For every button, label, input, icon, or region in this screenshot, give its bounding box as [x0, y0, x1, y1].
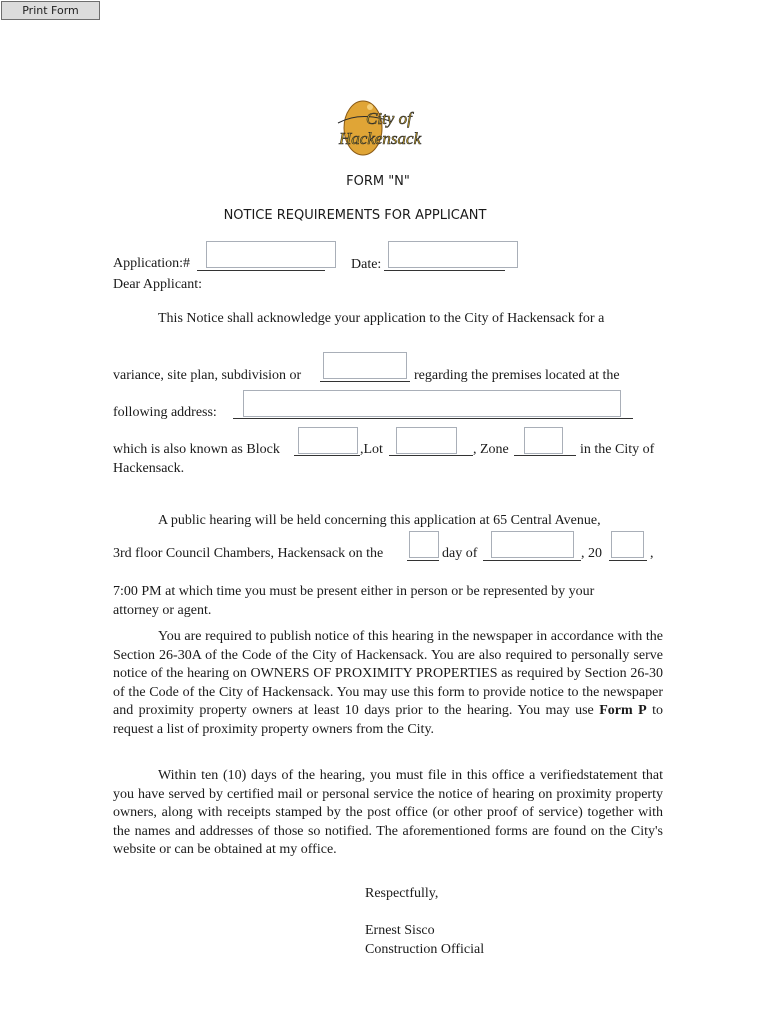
form-subtitle: NOTICE REQUIREMENTS FOR APPLICANT — [223, 208, 487, 223]
day-underline — [407, 560, 439, 561]
date-underline — [384, 270, 505, 271]
form-title: FORM "N" — [346, 174, 410, 189]
block-label: which is also known as Block — [113, 442, 280, 457]
lot-field[interactable] — [396, 427, 457, 454]
closing: Respectfully, — [365, 886, 439, 901]
application-underline — [197, 270, 325, 271]
premises-text: regarding the premises located at the — [414, 368, 620, 383]
zone-label: , Zone — [473, 442, 509, 457]
block-underline — [294, 455, 360, 456]
date-label: Date: — [351, 257, 382, 272]
zone-underline — [514, 455, 576, 456]
publish-notice-text: You are required to publish notice of this hearing in the newspaper in accordance with the Section 26-30A of the Code of the City of Hackensack. You are also required to personally serve notice of the hearing on OWNERS OF PROXIMITY PROPERTIES as required by Section 26-30 of the Code of the City of Hackensack. You may use this form to provide notice to the newspaper and proximity property owners at least 10 days prior to the hearing. You may use — [113, 629, 663, 719]
lot-label: ,Lot — [360, 442, 383, 457]
address-underline — [233, 418, 633, 419]
zone-field[interactable] — [524, 427, 563, 454]
variance-text: variance, site plan, subdivision or — [113, 368, 302, 383]
year-underline — [609, 560, 647, 561]
publish-notice-text-end: to request a list of proximity property owners from the City. — [113, 703, 664, 737]
logo-line-2: Hackensack — [339, 129, 422, 148]
city-suffix: in the City of — [580, 442, 655, 457]
city-name: Hackensack. — [113, 461, 185, 476]
time-line: 7:00 PM at which time you must be present either in person or be represented by your — [113, 584, 595, 599]
address-field[interactable] — [243, 390, 621, 417]
greeting: Dear Applicant: — [113, 277, 203, 292]
year-prefix: , 20 — [581, 546, 602, 561]
filing-paragraph — [113, 767, 663, 860]
hearing-year-field[interactable] — [611, 531, 644, 558]
hearing-location: 3rd floor Council Chambers, Hackensack on the — [113, 546, 384, 561]
intro-text: This Notice shall acknowledge your application to the City of Hackensack for a — [158, 311, 605, 326]
hearing-day-field[interactable] — [409, 531, 439, 558]
month-underline — [483, 560, 581, 561]
variance-underline — [320, 381, 410, 382]
filing-text: Within ten (10) days of the hearing, you must file in this office a verifiedstatement that you have served by certified mail or personal service the notice of hearing on proximity property owners, along with receipts stamped by the post office (or other proof of service) together with the names and addresses of those so notified. The aforementioned forms are found on the City's website or can be obtained at my office. — [113, 768, 663, 858]
application-number-field[interactable] — [206, 241, 336, 268]
signer-title: Construction Official — [365, 942, 485, 957]
publish-notice-paragraph — [113, 628, 663, 740]
address-label: following address: — [113, 405, 217, 420]
block-field[interactable] — [298, 427, 358, 454]
hearing-intro: A public hearing will be held concerning this application at 65 Central Avenue, — [158, 513, 601, 528]
attorney-line: attorney or agent. — [113, 603, 212, 618]
print-form-button[interactable]: Print Form — [1, 1, 100, 20]
day-of-label: day of — [442, 546, 478, 561]
hearing-month-field[interactable] — [491, 531, 574, 558]
form-p-reference: Form P — [599, 703, 647, 719]
logo-line-1: City of — [366, 109, 412, 128]
year-suffix: , — [650, 546, 654, 561]
application-type-field[interactable] — [323, 352, 407, 379]
application-label: Application:# — [113, 256, 190, 271]
date-field[interactable] — [388, 241, 518, 268]
signer-name: Ernest Sisco — [365, 923, 435, 938]
city-logo — [330, 93, 442, 163]
lot-underline — [389, 455, 473, 456]
